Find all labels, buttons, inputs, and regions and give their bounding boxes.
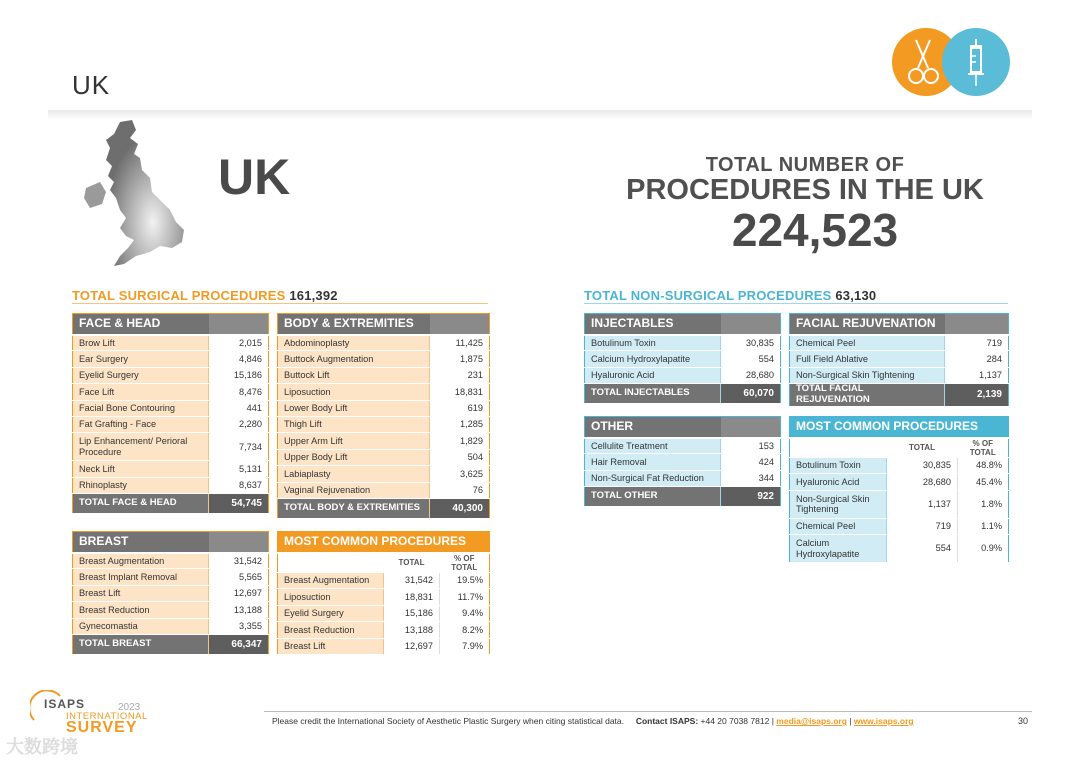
table-row xyxy=(278,384,490,400)
row-label: Breast Lift xyxy=(73,585,209,601)
row-label: Hyaluronic Acid xyxy=(585,367,721,383)
table-row xyxy=(73,602,269,618)
row-value: 2,280 xyxy=(209,416,269,432)
table-row xyxy=(73,477,269,493)
footer-divider xyxy=(264,711,1032,712)
total-label: TOTAL FACE & HEAD xyxy=(73,494,209,514)
row-label: Eyelid Surgery xyxy=(73,367,209,383)
row-value: 15,186 xyxy=(384,605,440,621)
table-row xyxy=(278,449,490,465)
row-pct: 7.9% xyxy=(440,638,490,654)
footer-website-link[interactable]: www.isaps.org xyxy=(853,716,914,726)
row-label: Non-Surgical Fat Reduction xyxy=(585,470,721,486)
row-value: 13,188 xyxy=(209,602,269,618)
col-pct-header: % OF TOTAL xyxy=(958,438,1009,458)
row-value: 76 xyxy=(430,482,490,498)
row-label: Cellulite Treatment xyxy=(585,438,721,454)
table-header: BREAST xyxy=(73,532,209,553)
row-label: Neck Lift xyxy=(73,461,209,477)
total-value: 2,139 xyxy=(945,384,1009,407)
watermark: 大数跨境 xyxy=(6,737,78,757)
row-value: 18,831 xyxy=(384,589,440,605)
table-header: OTHER xyxy=(585,417,721,438)
total-value: 60,070 xyxy=(721,384,781,404)
table-row xyxy=(73,569,269,585)
table-row xyxy=(585,367,781,383)
row-value: 344 xyxy=(721,470,781,486)
table-row xyxy=(585,335,781,351)
row-pct: 11.7% xyxy=(440,589,490,605)
table-row xyxy=(278,335,490,351)
row-value: 231 xyxy=(430,367,490,383)
row-value: 1,137 xyxy=(945,367,1009,383)
row-pct: 9.4% xyxy=(440,605,490,621)
table-row xyxy=(73,367,269,383)
page-number: 30 xyxy=(1018,716,1029,726)
total-value: 40,300 xyxy=(430,498,490,518)
nonsurgical-divider xyxy=(584,303,1008,304)
total-heading-line2: PROCEDURES IN THE UK xyxy=(626,174,984,206)
table-row xyxy=(790,458,1009,474)
table-row xyxy=(790,535,1009,563)
footer-email-link[interactable]: media@isaps.org xyxy=(776,716,847,726)
surgical-total-value: 161,392 xyxy=(289,288,338,303)
row-label: Face Lift xyxy=(73,384,209,400)
most-common-nonsurgical-table xyxy=(789,416,1009,563)
table-row xyxy=(278,400,490,416)
surgical-divider xyxy=(72,303,488,304)
injectables-table xyxy=(584,313,781,404)
row-label: Brow Lift xyxy=(73,335,209,351)
row-pct: 8.2% xyxy=(440,622,490,638)
row-label: Breast Augmentation xyxy=(73,553,209,569)
row-label: Buttock Augmentation xyxy=(278,351,430,367)
total-label: TOTAL OTHER xyxy=(585,487,721,507)
row-value: 1,875 xyxy=(430,351,490,367)
row-label: Upper Arm Lift xyxy=(278,433,430,449)
row-value: 1,829 xyxy=(430,433,490,449)
table-row xyxy=(73,461,269,477)
facial-rejuvenation-table xyxy=(789,313,1009,407)
nonsurgical-section-title xyxy=(584,288,876,303)
row-label: Ear Surgery xyxy=(73,351,209,367)
row-label: Non-Surgical Skin Tightening xyxy=(790,490,887,518)
row-label: Fat Grafting - Face xyxy=(73,416,209,432)
row-value: 153 xyxy=(721,438,781,454)
row-value: 424 xyxy=(721,454,781,470)
row-label: Liposuction xyxy=(278,589,384,605)
logo-isaps-text: ISAPS xyxy=(44,697,86,711)
uk-map-icon xyxy=(80,118,190,278)
row-pct: 0.9% xyxy=(958,535,1009,563)
table-header: INJECTABLES xyxy=(585,314,721,335)
table-row xyxy=(585,470,781,486)
table-row xyxy=(278,589,490,605)
table-row xyxy=(585,454,781,470)
row-value: 8,637 xyxy=(209,477,269,493)
table-row xyxy=(278,351,490,367)
table-row xyxy=(585,351,781,367)
row-label: Thigh Lift xyxy=(278,416,430,432)
row-label: Non-Surgical Skin Tightening xyxy=(790,367,945,383)
row-label: Botulinum Toxin xyxy=(585,335,721,351)
row-label: Lower Body Lift xyxy=(278,400,430,416)
footer-phone: +44 20 7038 7812 xyxy=(700,716,770,726)
total-label: TOTAL INJECTABLES xyxy=(585,384,721,404)
row-label: Full Field Ablative xyxy=(790,351,945,367)
logo-international: INTERNATIONAL xyxy=(66,711,148,722)
row-value: 5,131 xyxy=(209,461,269,477)
row-value: 441 xyxy=(209,400,269,416)
row-value: 3,625 xyxy=(430,466,490,482)
nonsurgical-badge xyxy=(942,28,1010,96)
table-row xyxy=(278,433,490,449)
row-value: 1,285 xyxy=(430,416,490,432)
table-row xyxy=(790,474,1009,490)
table-row xyxy=(585,438,781,454)
row-label: Labiaplasty xyxy=(278,466,430,482)
row-pct: 48.8% xyxy=(958,458,1009,474)
col-total-header: TOTAL xyxy=(384,553,440,573)
table-row xyxy=(790,518,1009,534)
row-value: 719 xyxy=(945,335,1009,351)
table-header: MOST COMMON PROCEDURES xyxy=(790,417,1009,438)
row-label: Eyelid Surgery xyxy=(278,605,384,621)
row-label: Breast Reduction xyxy=(73,602,209,618)
nonsurgical-total-value: 63,130 xyxy=(835,288,877,303)
row-value: 30,835 xyxy=(721,335,781,351)
country-name: UK xyxy=(218,149,291,205)
table-row xyxy=(73,351,269,367)
footer-separator: | xyxy=(771,716,774,726)
row-label: Upper Body Lift xyxy=(278,449,430,465)
row-pct: 19.5% xyxy=(440,573,490,589)
row-value: 4,846 xyxy=(209,351,269,367)
row-label: Gynecomastia xyxy=(73,618,209,634)
row-label: Chemical Peel xyxy=(790,518,887,534)
row-label: Breast Implant Removal xyxy=(73,569,209,585)
table-row xyxy=(790,351,1009,367)
table-row xyxy=(73,335,269,351)
table-row xyxy=(73,553,269,569)
row-value: 13,188 xyxy=(384,622,440,638)
most-common-surgical-table xyxy=(277,531,490,655)
row-value: 31,542 xyxy=(209,553,269,569)
footer-credit: Please credit the International Society of Aesthetic Plastic Surgery when citing statistical data. xyxy=(272,716,624,726)
row-value: 11,425 xyxy=(430,335,490,351)
row-label: Buttock Lift xyxy=(278,367,430,383)
row-label: Liposuction xyxy=(278,384,430,400)
table-row xyxy=(278,638,490,654)
footer xyxy=(272,716,914,726)
row-value: 504 xyxy=(430,449,490,465)
total-value: 54,745 xyxy=(209,494,269,514)
table-header: MOST COMMON PROCEDURES xyxy=(278,532,490,553)
row-value: 8,476 xyxy=(209,384,269,400)
footer-contact-label: Contact ISAPS: xyxy=(635,716,699,726)
scissors-icon xyxy=(906,38,946,86)
table-header: FACIAL REJUVENATION xyxy=(790,314,945,335)
logo-survey: SURVEY xyxy=(66,719,138,736)
row-pct: 45.4% xyxy=(958,474,1009,490)
total-value: 922 xyxy=(721,487,781,507)
row-value: 554 xyxy=(887,535,958,563)
surgical-title-label: TOTAL SURGICAL PROCEDURES xyxy=(72,288,286,303)
row-label: Breast Augmentation xyxy=(278,573,384,589)
row-label: Hyaluronic Acid xyxy=(790,474,887,490)
col-total-header: TOTAL xyxy=(887,438,958,458)
logo-year: 2023 xyxy=(118,702,141,713)
syringe-icon xyxy=(956,38,996,88)
row-value: 284 xyxy=(945,351,1009,367)
row-label: Abdominoplasty xyxy=(278,335,430,351)
row-label: Lip Enhancement/ Perioral Procedure xyxy=(73,433,209,461)
row-label: Chemical Peel xyxy=(790,335,945,351)
page-header-title: UK xyxy=(72,70,111,100)
table-row xyxy=(278,416,490,432)
row-value: 30,835 xyxy=(887,458,958,474)
row-label: Calcium Hydroxylapatite xyxy=(790,535,887,563)
row-value: 3,355 xyxy=(209,618,269,634)
table-row xyxy=(73,384,269,400)
table-row xyxy=(73,585,269,601)
face-head-table xyxy=(72,313,269,514)
row-value: 1,137 xyxy=(887,490,958,518)
table-row xyxy=(73,433,269,461)
row-label: Botulinum Toxin xyxy=(790,458,887,474)
row-value: 2,015 xyxy=(209,335,269,351)
row-label: Rhinoplasty xyxy=(73,477,209,493)
row-value: 31,542 xyxy=(384,573,440,589)
col-pct-header: % OF TOTAL xyxy=(440,553,490,573)
table-row xyxy=(278,466,490,482)
body-extremities-table xyxy=(277,313,490,519)
total-label: TOTAL BREAST xyxy=(73,634,209,654)
row-label: Calcium Hydroxylapatite xyxy=(585,351,721,367)
row-value: 15,186 xyxy=(209,367,269,383)
row-value: 12,697 xyxy=(384,638,440,654)
row-value: 619 xyxy=(430,400,490,416)
table-header: FACE & HEAD xyxy=(73,314,209,335)
row-pct: 1.1% xyxy=(958,518,1009,534)
row-label: Hair Removal xyxy=(585,454,721,470)
surgical-section-title xyxy=(72,288,338,303)
row-value: 719 xyxy=(887,518,958,534)
table-row xyxy=(278,367,490,383)
table-header: BODY & EXTREMITIES xyxy=(278,314,430,335)
header-divider xyxy=(48,110,1032,120)
row-label: Breast Lift xyxy=(278,638,384,654)
nonsurgical-title-label: TOTAL NON-SURGICAL PROCEDURES xyxy=(584,288,832,303)
row-value: 18,831 xyxy=(430,384,490,400)
total-procedures-value: 224,523 xyxy=(731,204,899,256)
row-value: 554 xyxy=(721,351,781,367)
row-value: 12,697 xyxy=(209,585,269,601)
total-heading-line1: TOTAL NUMBER OF xyxy=(705,154,905,176)
footer-separator: | xyxy=(849,716,852,726)
row-value: 5,565 xyxy=(209,569,269,585)
other-table xyxy=(584,416,781,507)
table-row xyxy=(73,400,269,416)
total-value: 66,347 xyxy=(209,634,269,654)
row-value: 28,680 xyxy=(721,367,781,383)
table-row xyxy=(73,416,269,432)
row-label: Vaginal Rejuvenation xyxy=(278,482,430,498)
row-value: 7,734 xyxy=(209,433,269,461)
breast-table xyxy=(72,531,269,655)
table-row xyxy=(278,622,490,638)
table-row xyxy=(790,490,1009,518)
table-row xyxy=(73,618,269,634)
row-pct: 1.8% xyxy=(958,490,1009,518)
table-row xyxy=(278,482,490,498)
total-label: TOTAL BODY & EXTREMITIES xyxy=(278,498,430,518)
row-value: 28,680 xyxy=(887,474,958,490)
table-row xyxy=(278,605,490,621)
total-label: TOTAL FACIAL REJUVENATION xyxy=(790,384,945,407)
table-row xyxy=(278,573,490,589)
row-label: Facial Bone Contouring xyxy=(73,400,209,416)
table-row xyxy=(790,367,1009,383)
table-row xyxy=(790,335,1009,351)
row-label: Breast Reduction xyxy=(278,622,384,638)
